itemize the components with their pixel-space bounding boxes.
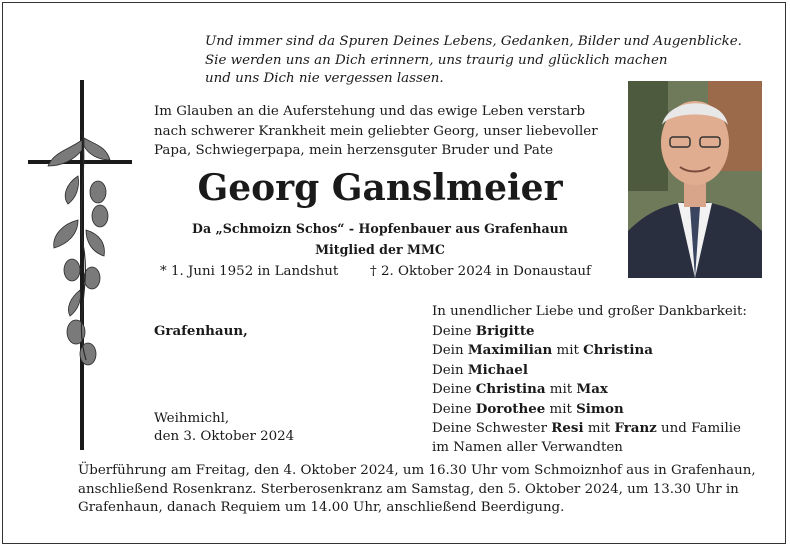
mourner-line xyxy=(432,341,747,361)
mourner-line xyxy=(432,380,747,400)
poem-line: und uns Dich nie vergessen lassen. xyxy=(205,71,444,86)
nickname-line: Da „Schmoizn Schos“ - Hopfenbauer aus Grafenhaun xyxy=(192,221,568,236)
mourner-name: Franz xyxy=(614,420,657,436)
mourner-line xyxy=(432,439,747,458)
deceased-name: Georg Ganslmeier xyxy=(197,167,563,209)
mourners-intro: In unendlicher Liebe und großer Dankbarkeit: xyxy=(432,304,747,319)
mourner-text: mit xyxy=(583,421,615,436)
mourner-name: Resi xyxy=(551,420,584,436)
mourner-text: Deine xyxy=(432,323,476,339)
mourner-text: und Familie xyxy=(656,421,741,436)
mourner-text: Deine Schwester xyxy=(432,421,552,436)
mourner-text: mit xyxy=(552,343,584,358)
footer-line: Grafenhaun, danach Requiem um 14.00 Uhr, anschließend Beerdigung. xyxy=(78,500,565,515)
death-date: † 2. Oktober 2024 in Donaustauf xyxy=(370,264,592,279)
mourner-text: Dein xyxy=(432,362,468,378)
mourner-name: Dorothee xyxy=(475,400,546,417)
intro-line: Papa, Schwiegerpapa, mein herzensguter Bruder und Pate xyxy=(154,143,554,158)
mourner-line xyxy=(432,322,747,342)
mourner-line xyxy=(432,419,747,439)
footer-line: Überführung am Freitag, den 4. Oktober 2024, um 16.30 Uhr vom Schmoiznhof aus in Grafenhaun, xyxy=(78,463,756,478)
poem-line: Sie werden uns an Dich erinnern, uns traurig und glücklich machen xyxy=(205,52,668,68)
mourner-line xyxy=(432,361,747,381)
footer-line: anschließend Rosenkranz. Sterberosenkranz am Samstag, den 5. Oktober 2024, um 13.30 Uhr in xyxy=(78,481,739,497)
location-weihmichl: Weihmichl, xyxy=(154,411,230,426)
poem-line: Und immer sind da Spuren Deines Lebens, Gedanken, Bilder und Augenblicke. xyxy=(205,34,742,49)
cross-with-hops-icon xyxy=(28,80,138,450)
intro-text xyxy=(154,102,614,161)
mourner-text: Dein xyxy=(432,343,468,358)
mourner-name: Christina xyxy=(475,381,546,397)
intro-line: nach schwerer Krankheit mein geliebter Georg, unser liebevoller xyxy=(154,123,598,139)
mourner-text: Deine xyxy=(432,382,476,397)
mourner-line xyxy=(432,400,747,420)
mourner-name: Max xyxy=(576,381,608,397)
mourner-lines xyxy=(432,322,747,458)
funeral-details xyxy=(78,462,764,518)
mourner-name: Maximilian xyxy=(467,342,553,358)
mourner-text: im Namen aller Verwandten xyxy=(432,439,623,455)
mourner-text: mit xyxy=(545,401,577,417)
mourner-name: Michael xyxy=(467,361,528,378)
mourner-name: Christina xyxy=(583,342,653,358)
mourner-text: Deine xyxy=(432,401,476,417)
mourner-name: Brigitte xyxy=(475,322,535,339)
membership-line: Mitglied der MMC xyxy=(315,242,445,257)
location-grafenhaun: Grafenhaun, xyxy=(154,323,248,339)
birth-date: * 1. Juni 1952 in Landshut xyxy=(160,264,339,279)
mourner-name: Simon xyxy=(576,400,624,417)
notice-date: den 3. Oktober 2024 xyxy=(154,429,295,444)
mourners-list xyxy=(432,303,747,457)
portrait-photo xyxy=(628,81,762,278)
intro-line: Im Glauben an die Auferstehung und das ewige Leben verstarb xyxy=(154,104,586,119)
mourner-text: mit xyxy=(545,382,577,397)
